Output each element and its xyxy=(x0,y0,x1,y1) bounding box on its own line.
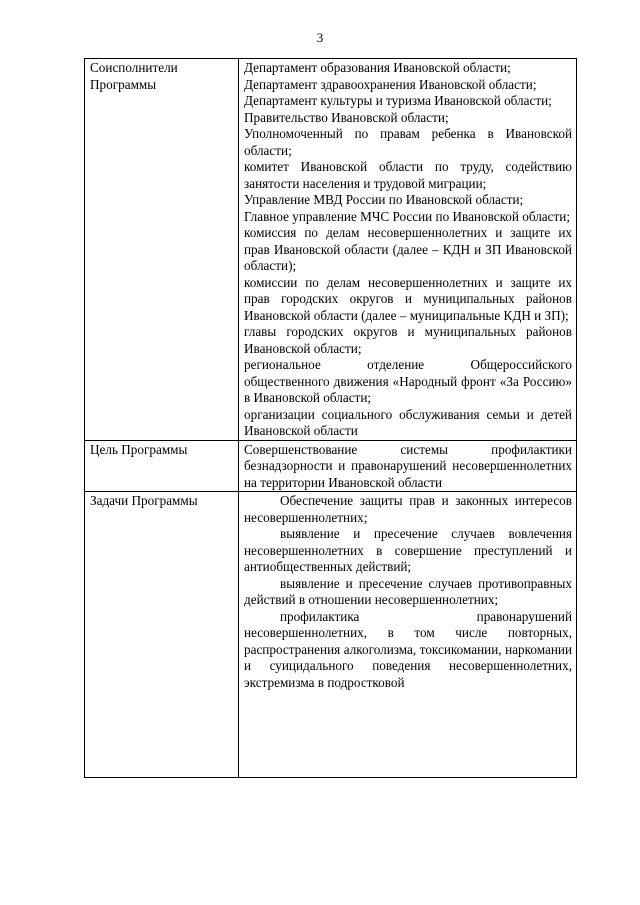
row-label: Соисполнители Программы xyxy=(85,59,239,441)
table-row-tasks xyxy=(85,492,577,778)
list-item: Управление МВД России по Ивановской области; xyxy=(244,192,524,207)
row-label: Задачи Программы xyxy=(85,492,239,778)
list-item: Совершенствование системы профилактики безнадзорности и правонарушений несовершеннолетних на территории Ивановской области xyxy=(244,441,572,490)
table-row-coexecutors xyxy=(85,59,577,441)
list-item: комиссия по делам несовершеннолетних и защите их прав Ивановской области (далее – КДН и ЗП Ивановской области); xyxy=(244,225,572,273)
program-passport-table xyxy=(84,58,577,778)
row-content xyxy=(239,492,577,778)
list-item: Главное управление МЧС России по Ивановской области; xyxy=(244,208,571,224)
tasks-content xyxy=(244,493,572,777)
list-item: профилактика правонарушений несовершеннолетних, в том числе повторных, распространения алкоголизма, токсикомании, наркомании и суицидального поведения несовершеннолетних, экстремизма в подростковой xyxy=(244,608,572,690)
list-item: Департамент здравоохранения Ивановской области; xyxy=(244,76,537,92)
list-item: организации социального обслуживания семьи и детей Ивановской области xyxy=(244,406,572,438)
list-item: комитет Ивановской области по труду, содействию занятости населения и трудовой миграции; xyxy=(244,159,572,191)
list-item: Правительство Ивановской области; xyxy=(244,109,449,125)
row-label: Цель Программы xyxy=(85,440,239,492)
list-item: Департамент культуры и туризма Ивановской области; xyxy=(244,93,552,108)
page-number: 3 xyxy=(316,30,324,45)
list-item: Обеспечение защиты прав и законных интересов несовершеннолетних; xyxy=(244,493,572,525)
row-content xyxy=(239,440,577,492)
list-item: Департамент образования Ивановской области; xyxy=(244,60,511,75)
list-item: главы городских округов и муниципальных районов Ивановской области; xyxy=(244,324,572,356)
list-item: выявление и пресечение случаев противоправных действий в отношении несовершеннолетних; xyxy=(244,575,572,607)
list-item: региональное отделение Общероссийского общественного движения «Народный фронт «За Россию» в Ивановской области; xyxy=(244,357,572,405)
list-item: Уполномоченный по правам ребенка в Ивановской области; xyxy=(244,126,572,158)
row-content xyxy=(239,59,577,441)
list-item: выявление и пресечение случаев вовлечения несовершеннолетних в совершение преступлений и антиобщественных действий; xyxy=(244,526,572,574)
list-item: комиссии по делам несовершеннолетних и защите их прав городских округов и муниципальных районов Ивановской области (далее – муниципальные КДН и ЗП); xyxy=(244,274,572,323)
table-row-goal xyxy=(85,440,577,492)
